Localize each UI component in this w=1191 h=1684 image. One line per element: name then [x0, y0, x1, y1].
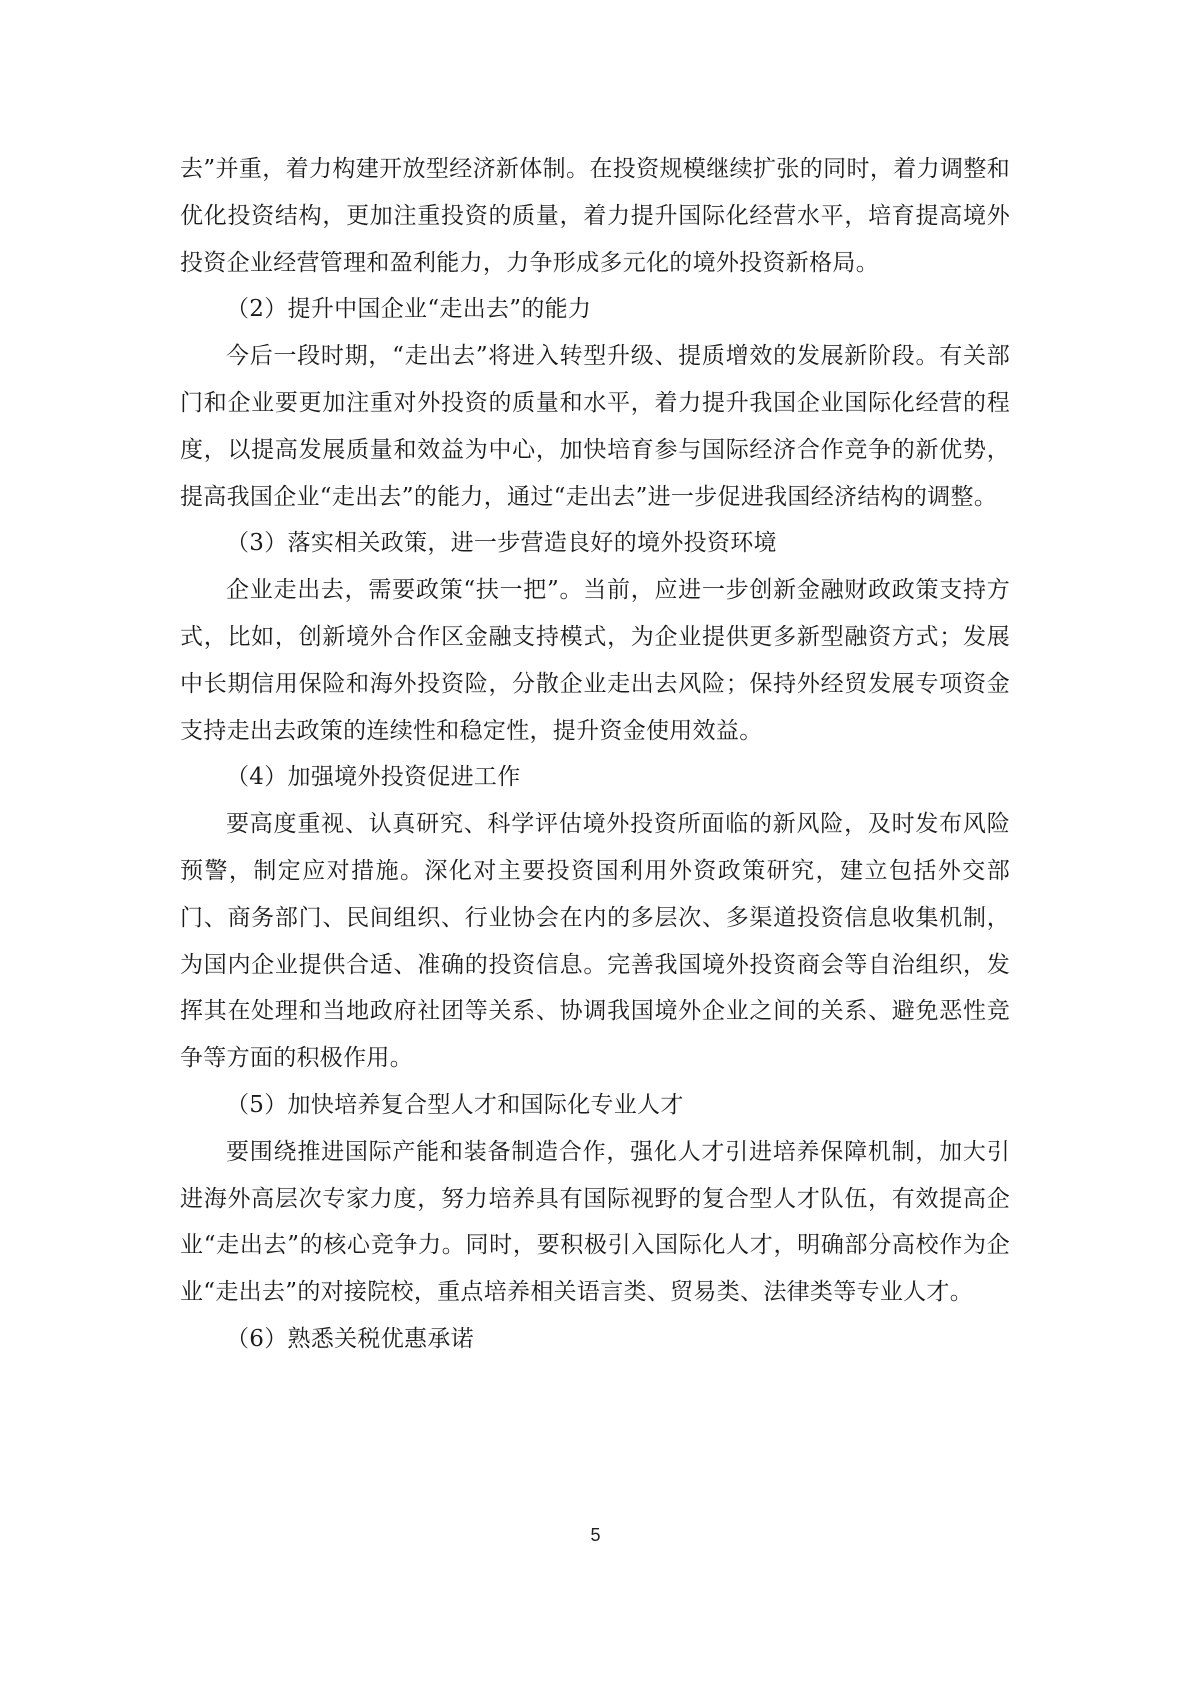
document-body	[180, 146, 1010, 1363]
body-paragraph: 要高度重视、认真研究、科学评估境外投资所面临的新风险，及时发布风险预警，制定应对措施。深化对主要投资国利用外资政策研究，建立包括外交部门、商务部门、民间组织、行业协会在内的多层次、多渠道投资信息收集机制，为国内企业提供合适、准确的投资信息。完善我国境外投资商会等自治组织，发挥其在处理和当地政府社团等关系、协调我国境外企业之间的关系、避免恶性竞争等方面的积极作用。	[180, 811, 1010, 1072]
section-heading: （5）加快培养复合型人才和国际化专业人才	[226, 1091, 684, 1118]
body-paragraph: 企业走出去，需要政策“扶一把”。当前，应进一步创新金融财政政策支持方式，比如，创新境外合作区金融支持模式，为企业提供更多新型融资方式；发展中长期信用保险和海外投资险，分散企业走出去风险；保持外经贸发展专项资金支持走出去政策的连续性和稳定性，提升资金使用效益。	[180, 577, 1010, 744]
page-number: 5	[590, 1525, 601, 1545]
section-heading: （2）提升中国企业“走出去”的能力	[226, 296, 592, 323]
body-paragraph: 今后一段时期，“走出去”将进入转型升级、提质增效的发展新阶段。有关部门和企业要更加注重对外投资的质量和水平，着力提升我国企业国际化经营的程度，以提高发展质量和效益为中心，加快培育参与国际经济合作竞争的新优势，提高我国企业“走出去”的能力，通过“走出去”进一步促进我国经济结构的调整。	[180, 343, 1010, 510]
section-heading: （4）加强境外投资促进工作	[226, 764, 521, 791]
body-paragraph: 要围绕推进国际产能和装备制造合作，强化人才引进培养保障机制，加大引进海外高层次专家力度，努力培养具有国际视野的复合型人才队伍，有效提高企业“走出去”的核心竞争力。同时，要积极引入国际化人才，明确部分高校作为企业“走出去”的对接院校，重点培养相关语言类、贸易类、法律类等专业人才。	[180, 1138, 1010, 1306]
section-heading: （3）落实相关政策，进一步营造良好的境外投资环境	[226, 530, 777, 557]
section-heading: （6）熟悉关税优惠承诺	[226, 1325, 474, 1352]
body-paragraph: 去”并重，着力构建开放型经济新体制。在投资规模继续扩张的同时，着力调整和优化投资结构，更加注重投资的质量，着力提升国际化经营水平，培育提高境外投资企业经营管理和盈利能力，力争形成多元化的境外投资新格局。	[180, 156, 1010, 276]
